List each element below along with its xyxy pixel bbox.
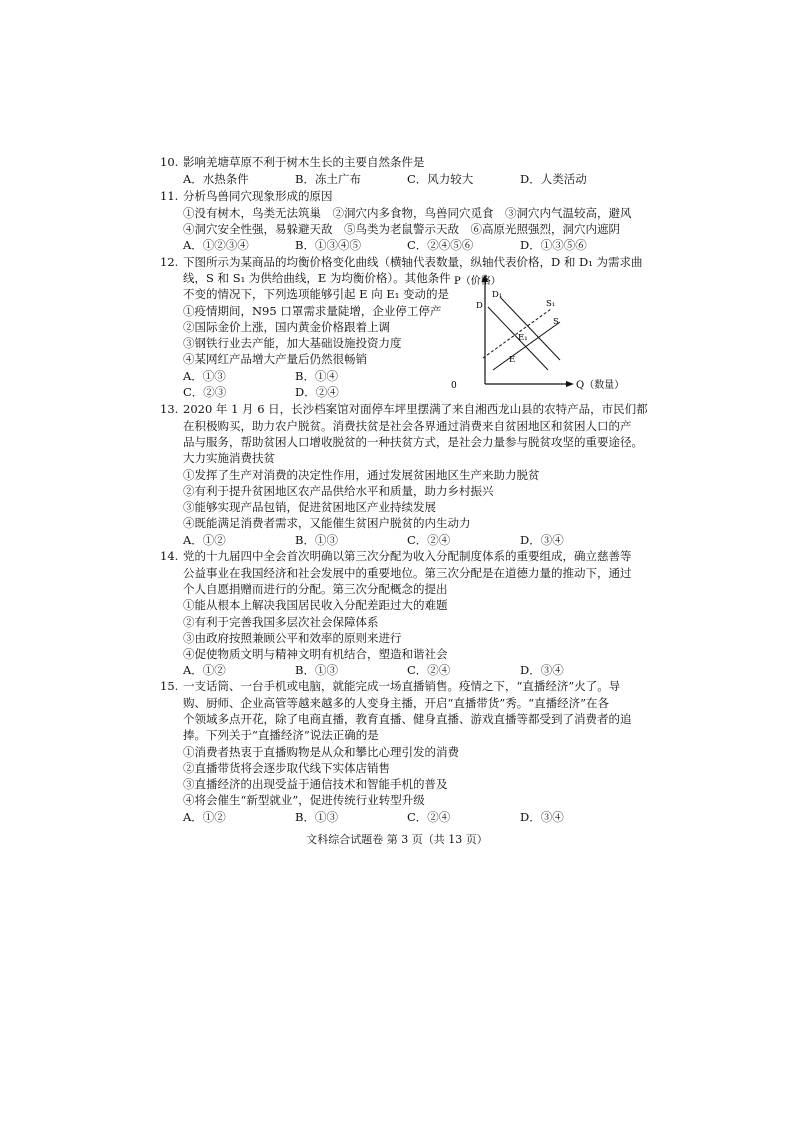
supply-demand-graph — [448, 272, 628, 392]
label-e1: E₁ — [518, 333, 528, 343]
q14-choice-1: ①能从根本上解决我国居民收入分配差距过大的难题 — [183, 598, 448, 612]
label-d: D — [476, 301, 483, 311]
q14-stem-line-1: 党的十九届四中全会首次明确以第三次分配为收入分配制度体系的重要组成，确立慈善等 — [183, 549, 632, 563]
y-axis-label: P（价格） — [454, 276, 501, 287]
q13-stem-line-4: 大力实施消费扶贫 — [183, 451, 275, 465]
q15-number: 15. — [160, 679, 179, 693]
q15-choice-3: ③直播经济的出现受益于通信技术和智能手机的普及 — [183, 777, 448, 791]
q10-number: 10. — [160, 155, 179, 169]
q15-choice-4: ④将会催生“新型就业”，促进传统行业转型升级 — [183, 793, 425, 807]
origin-label: 0 — [451, 381, 457, 391]
q12-stem-line-3: 不变的情况下，下列选项能够引起 E 向 E₁ 变动的是 — [183, 287, 450, 301]
q13-number: 13. — [160, 402, 179, 416]
q15-option-a: A．①② — [183, 810, 226, 824]
q11-option-a: A．①②③④ — [183, 238, 249, 252]
q13-stem-line-1: 2020 年 1 月 6 日，长沙档案馆对面停车坪里摆满了来自湘西龙山县的农特产品，市民们都 — [183, 402, 648, 416]
supply-curve-s — [493, 322, 560, 370]
q13-stem-line-3: 品与服务，帮助贫困人口增收脱贫的一种扶贫方式，是社会力量参与脱贫攻坚的重要途径。 — [183, 435, 643, 449]
q15-option-d: D．③④ — [520, 810, 564, 824]
q13-option-b: B．①③ — [295, 533, 338, 547]
q14-choice-3: ③由政府按照兼顾公平和效率的原则来进行 — [183, 631, 402, 645]
q14-choice-2: ②有利于完善我国多层次社会保障体系 — [183, 615, 379, 629]
page-footer: 文科综合试题卷 第 3 页（共 13 页） — [306, 833, 488, 846]
q15-choice-1: ①消费者热衷于直播购物是从众和攀比心理引发的消费 — [183, 745, 459, 759]
x-axis-arrow-icon — [566, 381, 574, 387]
q14-number: 14. — [160, 549, 179, 563]
q10-option-b: B．冻土广布 — [295, 172, 361, 186]
q11-option-d: D．①③⑤⑥ — [520, 238, 587, 252]
q12-option-c: C．②③ — [183, 385, 227, 399]
label-s: S — [553, 317, 559, 327]
q14-option-a: A．①② — [183, 663, 226, 677]
q13-option-a: A．①② — [183, 533, 226, 547]
q14-stem-line-3: 个人自愿捐赠而进行的分配。第三次分配概念的提出 — [183, 582, 448, 596]
q14-stem-line-2: 公益事业在我国经济和社会发展中的重要地位。第三次分配是在道德力量的推动下，通过 — [183, 566, 632, 580]
q15-stem-line-1: 一支话筒、一台手机或电脑，就能完成一场直播销售。疫情之下，“直播经济”火了。导 — [183, 679, 621, 693]
q13-option-d: D．③④ — [520, 533, 564, 547]
q12-option-a: A．①③ — [183, 369, 226, 383]
q14-choice-4: ④促使物质文明与精神文明有机结合，塑造和谐社会 — [183, 647, 448, 661]
q14-option-c: C．②④ — [407, 663, 451, 677]
q12-choice-1: ①疫情期间，N95 口罩需求量陡增，企业停工停产 — [183, 304, 442, 318]
q15-option-c: C．②④ — [407, 810, 451, 824]
q10-option-a: A．水热条件 — [183, 172, 249, 186]
q11-stem: 分析鸟兽同穴现象形成的原因 — [183, 189, 333, 203]
q10-option-c: C．风力较大 — [407, 172, 474, 186]
x-axis-label: Q（数量） — [576, 380, 625, 391]
q11-choices-line-2: ④洞穴安全性强，易躲避天敌 ⑤鸟类为老鼠警示天敌 ⑥高原光照强烈，洞穴内遮阴 — [183, 222, 620, 236]
label-d1: D₁ — [492, 290, 503, 300]
q15-stem-line-2: 购、厨师、企业高管等越来越多的人变身主播，开启“直播带货”秀。“直播经济”在各 — [183, 696, 610, 710]
q15-stem-line-3: 个领域多点开花，除了电商直播，教育直播、健身直播、游戏直播等都受到了消费者的追 — [183, 712, 632, 726]
q10-option-d: D．人类活动 — [520, 172, 587, 186]
q11-choices-line-1: ①没有树木，鸟类无法筑巢 ②洞穴内多食物，鸟兽同穴觅食 ③洞穴内气温较高，避风 — [183, 206, 632, 220]
q13-choice-3: ③能够实现产品包销，促进贫困地区产业持续发展 — [183, 500, 436, 514]
q15-choice-2: ②直播带货将会逐步取代线下实体店销售 — [183, 761, 390, 775]
q14-option-b: B．①③ — [295, 663, 338, 677]
supply-curve-s1 — [483, 309, 551, 358]
q10-stem: 影响羌塘草原不利于树木生长的主要自然条件是 — [183, 155, 425, 169]
q15-option-b: B．①③ — [295, 810, 338, 824]
q12-choice-3: ③钢铁行业去产能，加大基础设施投资力度 — [183, 336, 402, 350]
label-e: E — [509, 355, 516, 365]
label-s1: S₁ — [546, 299, 556, 309]
q12-choice-2: ②国际金价上涨，国内黄金价格跟着上调 — [183, 320, 390, 334]
q11-option-c: C．②④⑤⑥ — [407, 238, 474, 252]
q13-choice-2: ②有利于提升贫困地区农产品供给水平和质量，助力乡村振兴 — [183, 484, 494, 498]
q12-option-d: D．②④ — [295, 385, 339, 399]
q15-stem-line-4: 捧。下列关于“直播经济”说法正确的是 — [183, 728, 379, 742]
q12-stem-line-1: 下图所示为某商品的均衡价格变化曲线（横轴代表数量，纵轴代表价格，D 和 D₁ 为需求曲 — [183, 255, 643, 269]
q13-option-c: C．②④ — [407, 533, 451, 547]
q12-choice-4: ④某网红产品增大产量后仍然很畅销 — [183, 352, 367, 366]
q11-number: 11. — [160, 189, 179, 203]
q14-option-d: D．③④ — [520, 663, 564, 677]
q13-stem-line-2: 在积极购买，助力农户脱贫。消费扶贫是社会各界通过消费来自贫困地区和贫困人口的产 — [183, 419, 632, 433]
q13-choice-4: ④既能满足消费者需求，又能催生贫困户脱贫的内生动力 — [183, 516, 471, 530]
q12-number: 12. — [160, 255, 179, 269]
q11-option-b: B．①③④⑤ — [295, 238, 361, 252]
q12-stem-line-2: 线，S 和 S₁ 为供给曲线，E 为均衡价格）。其他条件 — [183, 271, 451, 285]
q12-option-b: B．①④ — [295, 369, 338, 383]
q13-choice-1: ①发挥了生产对消费的决定性作用，通过发展贫困地区生产来助力脱贫 — [183, 468, 540, 482]
